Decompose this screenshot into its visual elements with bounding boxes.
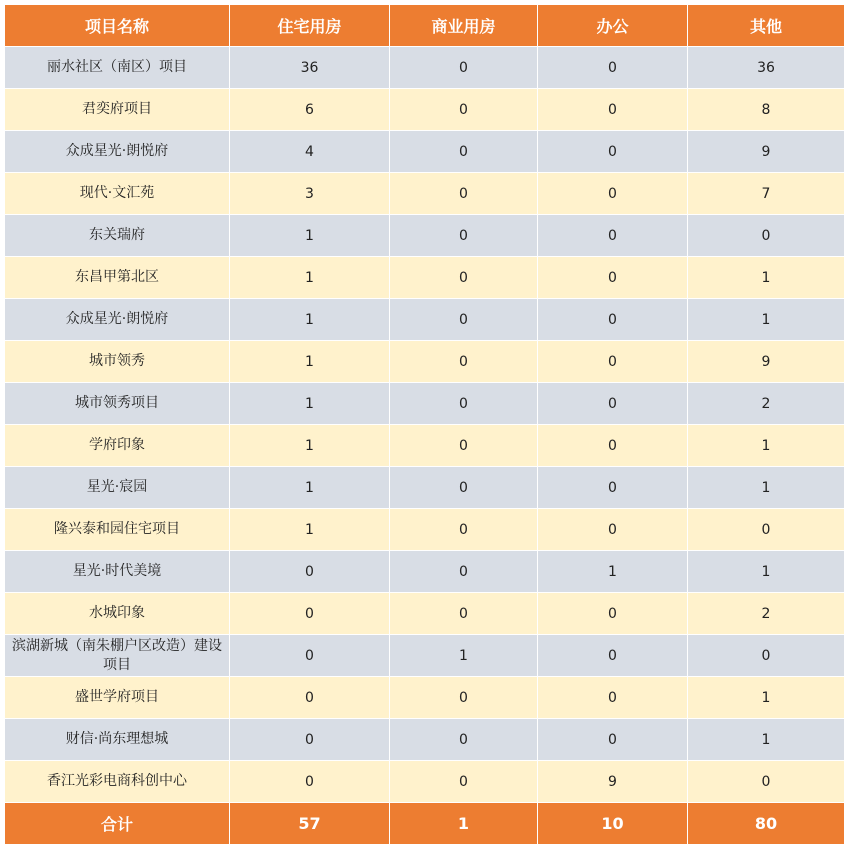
cell-residential: 0 (230, 761, 390, 803)
table-row (5, 761, 845, 803)
cell-residential: 4 (230, 131, 390, 173)
cell-residential: 36 (230, 47, 390, 89)
header-other: 其他 (688, 5, 845, 47)
table-header-row (5, 5, 845, 47)
cell-project-name: 滨湖新城（南朱棚户区改造）建设项目 (5, 635, 230, 677)
table-row (5, 299, 845, 341)
cell-other: 1 (688, 425, 845, 467)
cell-project-name: 众成星光·朗悦府 (5, 131, 230, 173)
cell-residential: 1 (230, 257, 390, 299)
cell-office: 0 (538, 47, 688, 89)
cell-other: 1 (688, 719, 845, 761)
table-row (5, 593, 845, 635)
cell-residential: 1 (230, 509, 390, 551)
cell-residential: 0 (230, 593, 390, 635)
total-row (5, 803, 845, 845)
cell-office: 0 (538, 341, 688, 383)
cell-other: 8 (688, 89, 845, 131)
cell-other: 1 (688, 467, 845, 509)
cell-office: 0 (538, 593, 688, 635)
table-row (5, 215, 845, 257)
cell-project-name: 水城印象 (5, 593, 230, 635)
cell-other: 2 (688, 593, 845, 635)
cell-office: 0 (538, 299, 688, 341)
cell-residential: 6 (230, 89, 390, 131)
cell-other: 1 (688, 551, 845, 593)
table-row (5, 341, 845, 383)
cell-project-name: 城市领秀 (5, 341, 230, 383)
total-other: 80 (688, 803, 845, 845)
table-row (5, 173, 845, 215)
table-row (5, 383, 845, 425)
table-row (5, 677, 845, 719)
cell-project-name: 众成星光·朗悦府 (5, 299, 230, 341)
cell-residential: 1 (230, 425, 390, 467)
cell-project-name: 星光·时代美境 (5, 551, 230, 593)
cell-office: 0 (538, 425, 688, 467)
table-row (5, 467, 845, 509)
total-office: 10 (538, 803, 688, 845)
cell-office: 0 (538, 173, 688, 215)
cell-commercial: 0 (390, 425, 538, 467)
cell-office: 0 (538, 257, 688, 299)
cell-other: 1 (688, 257, 845, 299)
table-row (5, 425, 845, 467)
cell-project-name: 东昌甲第北区 (5, 257, 230, 299)
cell-commercial: 0 (390, 299, 538, 341)
cell-other: 1 (688, 677, 845, 719)
cell-residential: 3 (230, 173, 390, 215)
cell-commercial: 0 (390, 593, 538, 635)
cell-other: 36 (688, 47, 845, 89)
cell-residential: 1 (230, 299, 390, 341)
cell-commercial: 0 (390, 47, 538, 89)
table-row (5, 635, 845, 677)
cell-residential: 1 (230, 215, 390, 257)
cell-project-name: 城市领秀项目 (5, 383, 230, 425)
cell-residential: 1 (230, 383, 390, 425)
cell-office: 0 (538, 719, 688, 761)
header-office: 办公 (538, 5, 688, 47)
cell-commercial: 0 (390, 257, 538, 299)
cell-office: 9 (538, 761, 688, 803)
cell-other: 9 (688, 131, 845, 173)
table-row (5, 89, 845, 131)
cell-other: 0 (688, 509, 845, 551)
cell-other: 1 (688, 299, 845, 341)
total-commercial: 1 (390, 803, 538, 845)
cell-commercial: 0 (390, 677, 538, 719)
cell-other: 2 (688, 383, 845, 425)
cell-commercial: 0 (390, 341, 538, 383)
cell-office: 0 (538, 215, 688, 257)
header-residential: 住宅用房 (230, 5, 390, 47)
cell-project-name: 现代·文汇苑 (5, 173, 230, 215)
cell-project-name: 隆兴泰和园住宅项目 (5, 509, 230, 551)
table-row (5, 719, 845, 761)
table-row (5, 47, 845, 89)
cell-other: 0 (688, 215, 845, 257)
cell-office: 0 (538, 383, 688, 425)
cell-residential: 1 (230, 341, 390, 383)
header-commercial: 商业用房 (390, 5, 538, 47)
cell-office: 0 (538, 509, 688, 551)
cell-residential: 0 (230, 677, 390, 719)
cell-project-name: 香江光彩电商科创中心 (5, 761, 230, 803)
cell-residential: 1 (230, 467, 390, 509)
cell-office: 0 (538, 131, 688, 173)
cell-other: 0 (688, 761, 845, 803)
cell-residential: 0 (230, 635, 390, 677)
cell-project-name: 盛世学府项目 (5, 677, 230, 719)
cell-commercial: 0 (390, 761, 538, 803)
cell-commercial: 0 (390, 467, 538, 509)
cell-residential: 0 (230, 551, 390, 593)
total-label: 合计 (5, 803, 230, 845)
cell-other: 7 (688, 173, 845, 215)
cell-other: 9 (688, 341, 845, 383)
cell-project-name: 财信·尚东理想城 (5, 719, 230, 761)
cell-commercial: 0 (390, 383, 538, 425)
cell-office: 0 (538, 677, 688, 719)
cell-office: 0 (538, 635, 688, 677)
cell-office: 0 (538, 467, 688, 509)
cell-commercial: 0 (390, 551, 538, 593)
cell-project-name: 东关瑞府 (5, 215, 230, 257)
cell-residential: 0 (230, 719, 390, 761)
cell-commercial: 0 (390, 89, 538, 131)
cell-project-name: 学府印象 (5, 425, 230, 467)
table-row (5, 551, 845, 593)
cell-commercial: 0 (390, 131, 538, 173)
cell-project-name: 君奕府项目 (5, 89, 230, 131)
total-residential: 57 (230, 803, 390, 845)
cell-office: 0 (538, 89, 688, 131)
cell-other: 0 (688, 635, 845, 677)
table-row (5, 131, 845, 173)
cell-commercial: 0 (390, 215, 538, 257)
cell-office: 1 (538, 551, 688, 593)
cell-commercial: 1 (390, 635, 538, 677)
cell-commercial: 0 (390, 509, 538, 551)
cell-commercial: 0 (390, 719, 538, 761)
cell-project-name: 丽水社区（南区）项目 (5, 47, 230, 89)
cell-commercial: 0 (390, 173, 538, 215)
cell-project-name: 星光·宸园 (5, 467, 230, 509)
header-project-name: 项目名称 (5, 5, 230, 47)
table-row (5, 257, 845, 299)
project-housing-table (4, 4, 845, 845)
table-row (5, 509, 845, 551)
